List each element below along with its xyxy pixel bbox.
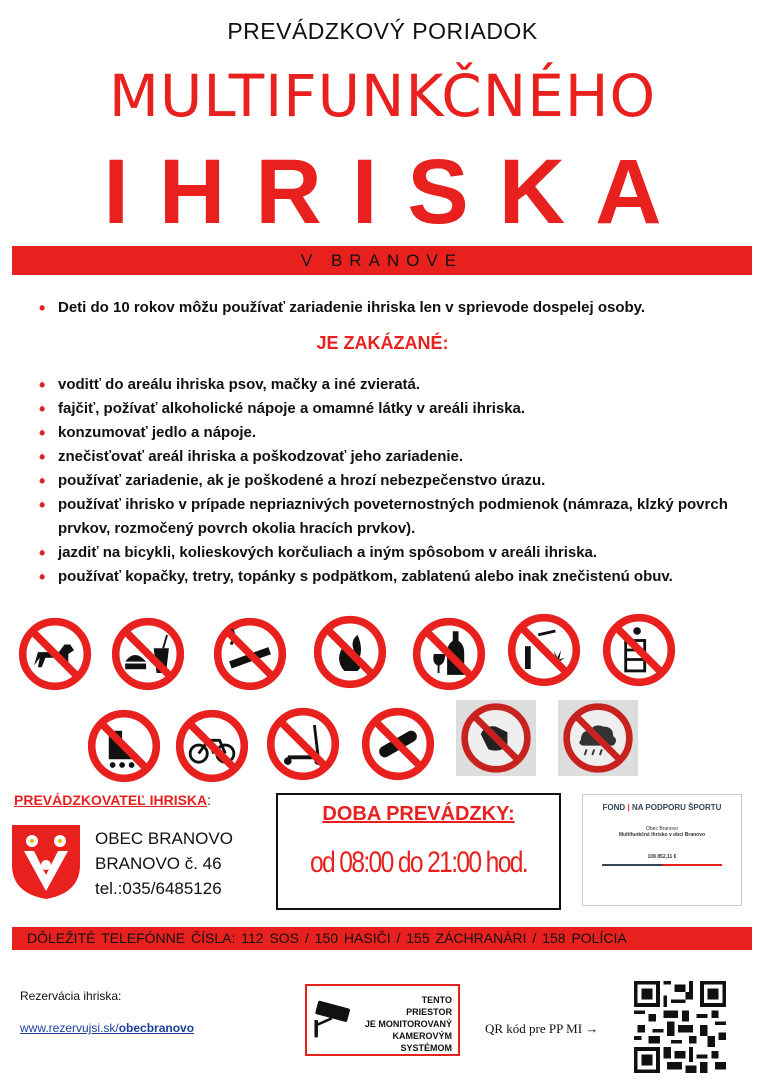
vandalism-icon: [456, 700, 536, 776]
emergency-phones: DÔLEŽITÉ TELEFÓNNE ČÍSLA: 112 SOS / 150 HASIČI / 155 ZÁCHRANÁRI / 158 POLÍCIA: [12, 927, 752, 950]
operator-info: [95, 826, 233, 901]
forbidden-list: [33, 373, 738, 589]
cigarette-icon: [212, 616, 288, 692]
hours-title: DOBA PREVÁDZKY:: [322, 803, 515, 825]
no-climbing-sign: [601, 612, 677, 688]
fund-plaque: [582, 794, 742, 906]
drugs-icon: [506, 612, 582, 688]
subtitle: PREVÁDZKOVÝ PORIADOK: [227, 18, 538, 44]
dog-icon: [17, 616, 93, 692]
fund-line1: Obec Branovo: [646, 826, 678, 832]
title-line2: IHRISKA: [103, 141, 692, 243]
no-food-sign: [110, 616, 186, 692]
operator-label: PREVÁDZKOVATEĽ IHRISKA:: [14, 792, 212, 808]
intro-rule-text: • Deti do 10 rokov môžu používať zariadenie ihriska len v sprievode dospelej osoby.: [33, 296, 733, 320]
qr-label: QR kód pre PP MI →: [485, 1021, 599, 1036]
bicycle-icon: [174, 708, 250, 784]
list-item: • fajčiť, požívať alkoholické nápoje a omamné látky v areáli ihriska.: [33, 397, 738, 421]
no-dogs-sign: [17, 616, 93, 692]
forbidden-heading: JE ZAKÁZANÉ:: [316, 333, 449, 353]
intro-rule: [33, 296, 733, 320]
rollerblade-icon: [86, 708, 162, 784]
no-bicycles-sign: [174, 708, 250, 784]
list-item: • znečisťovať areál ihriska a poškodzovať jeho zariadenie.: [33, 445, 738, 469]
coat-of-arms-icon: [10, 823, 82, 901]
camera-notice: [305, 984, 460, 1056]
no-fire-sign: [312, 614, 388, 690]
no-bad-weather-sign: [558, 700, 638, 776]
reservation-link[interactable]: www.rezervujsi.sk/obecbranovo: [20, 1021, 195, 1035]
skateboard-icon: [360, 706, 436, 782]
scooter-icon: [265, 706, 341, 782]
list-item: • používať zariadenie, ak je poškodené a hrozí nebezpečenstvo úrazu.: [33, 469, 738, 493]
fire-icon: [312, 614, 388, 690]
camera-icon: [311, 994, 363, 1046]
fund-divider: [602, 864, 722, 866]
hours-value: od 08:00 do 21:00 hod.: [310, 846, 527, 879]
no-vandalism-sign: [456, 700, 536, 776]
list-item: • používať kopačky, tretry, topánky s podpätkom, zablatenú alebo inak znečistenú obuv.: [33, 565, 738, 589]
operator-address: BRANOVO č. 46: [95, 854, 222, 873]
no-drugs-sign: [506, 612, 582, 688]
no-smoking-sign: [212, 616, 288, 692]
fast-food-icon: [110, 616, 186, 692]
qr-code-icon[interactable]: [634, 981, 726, 1073]
no-rollerblades-sign: [86, 708, 162, 784]
no-skateboards-sign: [360, 706, 436, 782]
list-item: • používať ihrisko v prípade nepriaznivých poveternostných podmienok (námraza, klzký povrch prvkov, rozmočený povrch okolia hracích prvkov).: [33, 493, 738, 541]
location-banner: V BRANOVE: [12, 246, 752, 275]
bad-weather-icon: [558, 700, 638, 776]
camera-text: TENTO PRIESTOR JE MONITOROVANÝ KAMEROVÝM SYSTÉMOM: [364, 995, 452, 1053]
operator-phone: tel.:035/6485126: [95, 879, 222, 898]
no-alcohol-sign: [411, 616, 487, 692]
reservation-label: Rezervácia ihriska:: [20, 989, 122, 1003]
climbing-icon: [601, 612, 677, 688]
fund-logo: FOND | NA PODPORU ŠPORTU: [602, 803, 722, 812]
hours-box: [276, 793, 561, 910]
list-item: • jazdiť na bicykli, kolieskových korčuliach a iným spôsobom v areáli ihriska.: [33, 541, 738, 565]
list-item: • voditť do areálu ihriska psov, mačky a iné zvieratá.: [33, 373, 738, 397]
no-scooters-sign: [265, 706, 341, 782]
operator-name: OBEC BRANOVO: [95, 829, 233, 848]
fund-line2: Multifunkčné ihrisko v obci Branovo: [618, 832, 706, 838]
fund-amount: 108 852,11 €: [647, 854, 677, 860]
title-line1: MULTIFUNKČNÉHO: [108, 62, 657, 130]
list-item: • konzumovať jedlo a nápoje.: [33, 421, 738, 445]
alcohol-icon: [411, 616, 487, 692]
